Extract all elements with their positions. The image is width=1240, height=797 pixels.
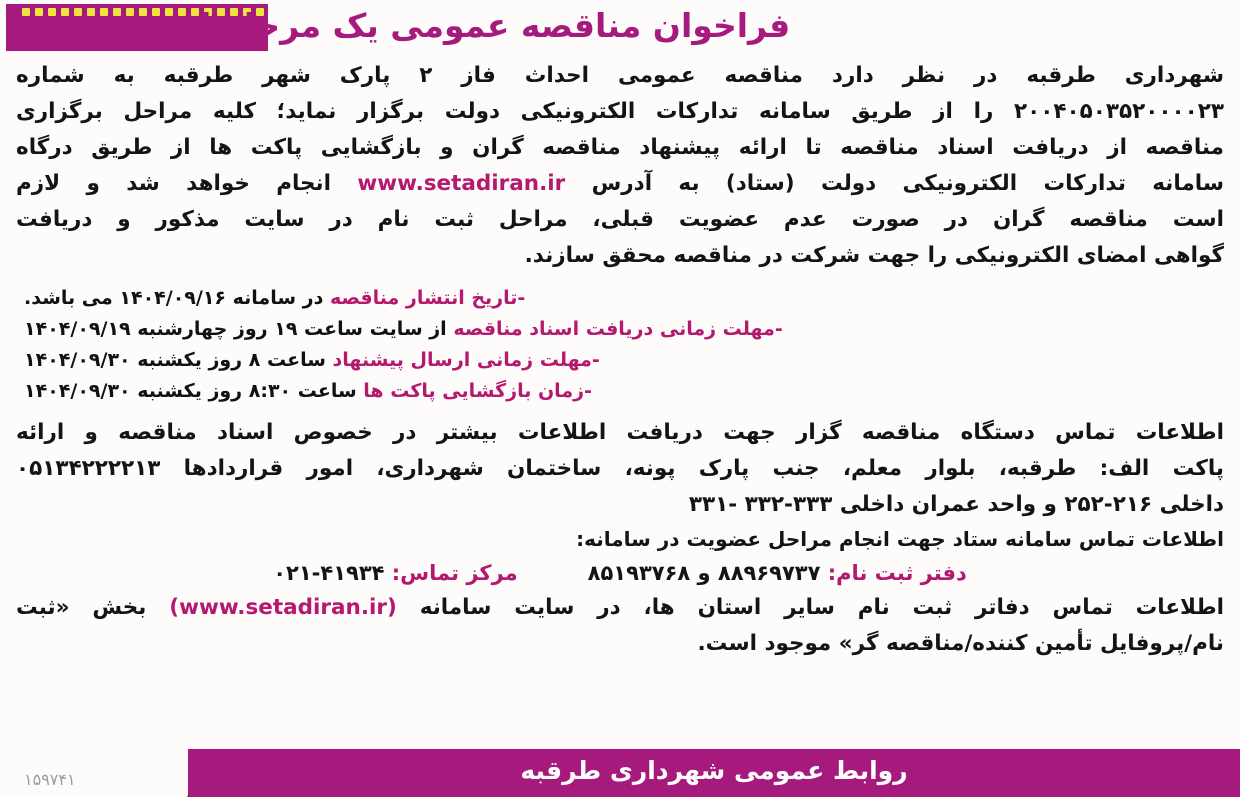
date-value: ساعت ۸:۳۰ روز یکشنبه ۱۴۰۴/۰۹/۳۰: [24, 380, 357, 402]
date-label: -تاریخ انتشار مناقصه: [329, 287, 526, 309]
date-label: -مهلت زمانی دریافت اسناد مناقصه: [453, 318, 783, 340]
body-line-part: انجام خواهد شد و لازم: [16, 171, 331, 196]
closing-line-with-url: [16, 590, 1224, 625]
list-item: [16, 345, 1224, 376]
phone-numbers-row: [16, 556, 1224, 590]
notice-body: [16, 58, 1224, 662]
list-item: [16, 314, 1224, 345]
body-line: شهرداری طرقبه در نظر دارد مناقصه عمومی احداث فاز ۲ پارک شهر طرقبه به شماره: [16, 63, 1224, 88]
setad-url-link[interactable]: www.setadiran.ir: [357, 171, 566, 196]
closing-line-part: بخش «ثبت: [16, 595, 147, 620]
setad-url-link-secondary[interactable]: (www.setadiran.ir): [169, 595, 397, 620]
body-line-with-url: [16, 166, 1224, 201]
contact-line: پاکت الف: طرقبه، بلوار معلم، جنب پارک پونه، ساختمان شهرداری، امور قراردادها ۰۵۱۳۴۲۲۲۲۱۳: [16, 456, 1224, 481]
call-center-entry: [273, 556, 517, 590]
date-value: در سامانه ۱۴۰۴/۰۹/۱۶ می باشد.: [24, 287, 324, 309]
footer-title: روابط عمومی شهرداری طرقبه: [520, 756, 908, 785]
header-strip: [0, 0, 1240, 56]
setad-contact-title: اطلاعات تماس سامانه ستاد جهت انجام مراحل عضویت در سامانه:: [576, 527, 1224, 551]
body-line: است مناقصه گران در صورت عدم عضویت قبلی، مراحل ثبت نام در سایت مذکور و دریافت: [16, 207, 1224, 232]
register-office-label: دفتر ثبت نام:: [827, 561, 967, 585]
date-label: -مهلت زمانی ارسال پیشنهاد: [332, 349, 600, 371]
reference-code: ۱۵۹۷۴۱: [24, 770, 76, 789]
list-item: [16, 376, 1224, 407]
register-office-entry: [588, 556, 967, 590]
body-line: مناقصه از دریافت اسناد مناقصه تا ارائه پیشنهاد مناقصه گران و بازگشایی پاکت ها از طریق درگاه: [16, 135, 1224, 160]
register-office-value: ۸۸۹۶۹۷۳۷ و ۸۵۱۹۳۷۶۸: [587, 561, 821, 585]
closing-line: نام/پروفایل تأمین کننده/مناقصه گر» موجود است.: [697, 631, 1224, 656]
dates-list: [16, 283, 1224, 407]
date-value: از سایت ساعت ۱۹ روز چهارشنبه ۱۴۰۴/۰۹/۱۹: [24, 318, 447, 340]
page-title: فراخوان مناقصه عمومی یک مرحله ای: [169, 6, 791, 45]
date-value: ساعت ۸ روز یکشنبه ۱۴۰۴/۰۹/۳۰: [24, 349, 326, 371]
date-label: -زمان بازگشایی پاکت ها: [363, 380, 592, 402]
body-line-part: سامانه تدارکات الکترونیکی دولت (ستاد) به آدرس: [591, 171, 1224, 196]
footer-bar: [188, 749, 1240, 797]
call-center-value: ۴۱۹۳۴-۰۲۱: [273, 561, 385, 585]
body-line: گواهی امضای الکترونیکی را جهت شرکت در مناقصه محقق سازند.: [524, 243, 1224, 268]
contact-block: [16, 415, 1224, 661]
closing-line-part: اطلاعات تماس دفاتر ثبت نام سایر استان ها، در سایت سامانه: [419, 595, 1224, 620]
contact-line: داخلی ۲۱۶-۲۵۲ و واحد عمران داخلی ۳۳۳-۳۳۲ -۳۳۱: [688, 492, 1224, 517]
call-center-label: مرکز تماس:: [391, 561, 518, 585]
list-item: [16, 283, 1224, 314]
contact-line: اطلاعات تماس دستگاه مناقصه گزار جهت دریافت اطلاعات بیشتر در خصوص اسناد مناقصه و ارائه: [16, 420, 1224, 445]
body-line: ۲۰۰۴۰۵۰۳۵۲۰۰۰۰۲۳ را از طریق سامانه تدارکات الکترونیکی دولت برگزار نماید؛ کلیه مراحل برگزاری: [16, 99, 1224, 124]
